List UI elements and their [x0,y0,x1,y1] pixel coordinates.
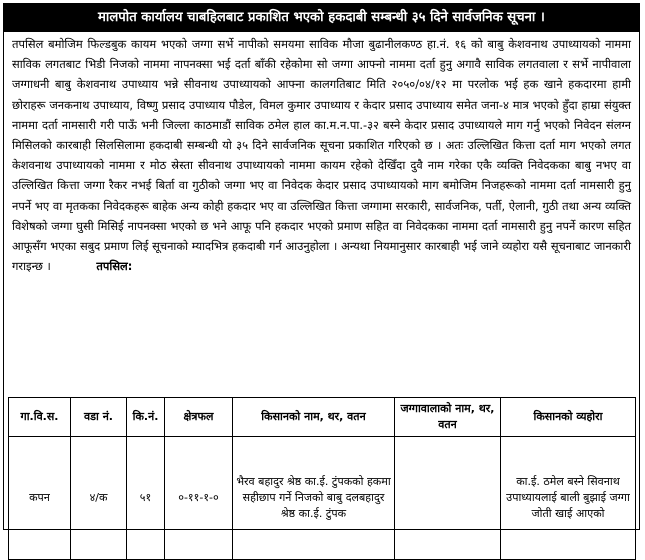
header-landowner: जग्गावालाको नाम, थर, वतन [395,398,501,437]
cell-ward: ४/क [71,437,127,560]
cell-landowner [395,437,501,560]
header-ward: वडा नं. [71,398,127,437]
notice-title: मालपोत कार्यालय चाबहिलबाट प्रकाशित भएको हकदाबी सम्बन्धी ३५ दिने सार्वजनिक सूचना । [4,4,639,32]
cell-farmer-statement: का.ई. ठमेल बस्ने सिवनाथ उपाध्यायलाई बाली बुझाई जग्गा जोती खाई आएको [501,437,636,560]
cell-farmer: भैरव बहादुर श्रेष्ठ का.ई. टुंपकको हकमा सहीछाप गर्ने निजको बाबु दलबहादुर श्रेष्ठ का.ई. टुंपक [233,437,395,560]
public-notice [3,3,640,530]
details-table [8,397,636,560]
header-area: क्षेत्रफल [165,398,233,437]
table-row [9,437,636,560]
header-vdc: गा.वि.स. [9,398,71,437]
cell-vdc: कपन [9,437,71,560]
cell-area: ०-११-१-० [165,437,233,560]
notice-body [12,34,631,276]
header-farmer: किसानको नाम, थर, वतन [233,398,395,437]
header-plot-no: कि.नं. [127,398,165,437]
table-header-row [9,398,636,437]
cell-plot-no: ५१ [127,437,165,560]
notice-paragraph: तपसिल बमोजिम फिल्डबुक कायम भएको जग्गा सर्भे नापीको समयमा साविक मौजा बुढानीलकण्ठ हा.नं. १६ को बाबु केशवनाथ उपाध्यायको नाममा साविक लगतबाट भिडी निजको नाममा नापनक्सा भई दर्ता बाँकी रहेकोमा सो जग्गा आफ्नो नाममा दर्ता हुनु अगावै साविक लगतवाला र सर्भे नापीवाला जग्गाधनी बाबु केशवनाथ उपाध्याय भन्ने सीवनाथ उपाध्यायको आफ्ना कालगतिबाट मिति २०५०/०४/१२ मा परलोक भई हक खाने हकदारमा हामी छोराहरू जनकनाथ उपाध्याय, विष्णु प्रसाद उपाध्याय पौडेल, विमल कुमार उपाध्याय र केदार प्रसाद उपाध्याय समेत जना-४ मात्र भएको हुँदा हाम्रा संयुक्त नाममा दर्ता नामसारी गरी पाऊँ भनी जिल्ला काठमाडौं साविक ठमेल हाल का.म.न.पा.-३२ बस्ने केदार प्रसाद उपाध्यायले माग गर्नु भएको निवेदन संलग्न मिसिलको कारबाही सिलसिलामा हकदाबी सम्बन्धी यो ३५ दिने सार्वजनिक सूचना प्रकाशित गरिएको छ । अतः उल्लिखित कित्ता दर्ता माग भएको लगत केशवनाथ उपाध्यायको नाममा र मोठ स्रेस्ता सीवनाथ उपाध्यायको नाममा कायम रहेको देखिँदा दुवै नाम गरेका एकै व्यक्ति निवेदकका बाबु नभए वा उल्लिखित कित्ता जग्गा रैकर नभई बिर्ता वा गुठीको जग्गा भए वा निवेदक केदार प्रसाद उपाध्यायको माग बमोजिम निजहरूको नाममा दर्ता नामसारी हुनु नपर्ने भए वा मृतकका निवेदकहरू बाहेक अन्य कोही हकदार भए वा उल्लिखित कित्ता जग्गामा सरकारी, सार्वजनिक, पर्ती, ऐलानी, गुठी तथा अन्य व्यक्ति विशेषको जग्गा घुसी मिसिई नापनक्सा भएको छ भने आफू पनि हकदार भएको प्रमाण सहित वा निवेदकका नाममा दर्ता नामसारी हुनु नपर्ने कारण सहित आफूसँग भएका सबुद प्रमाण लिई सूचनाको म्यादभित्र हकदाबी गर्न आउनुहोला । अन्यथा नियमानुसार कारबाही भई जाने व्यहोरा यसै सूचनाबाट जानकारी गराइन्छ । [12,37,631,274]
details-heading: तपसिल: [96,259,133,274]
header-farmer-statement: किसानको व्यहोरा [501,398,636,437]
